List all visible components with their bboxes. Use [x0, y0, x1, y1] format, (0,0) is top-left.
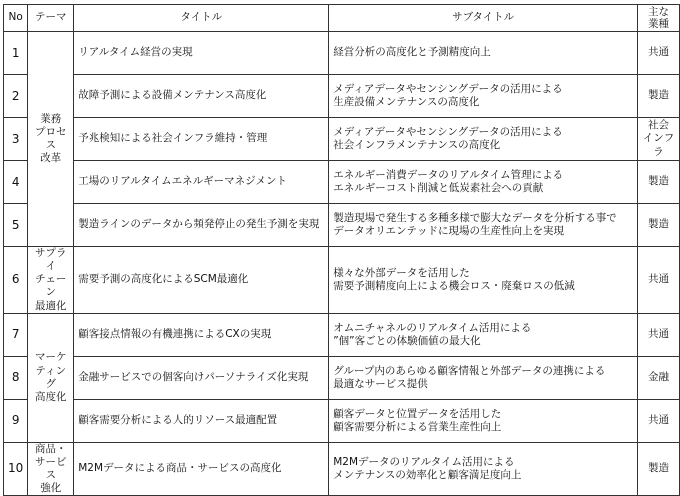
row-subtitle: エネルギー消費データのリアルタイム管理による エネルギーコスト削減と低炭素社会への貢献	[329, 161, 638, 204]
row-no: 7	[4, 313, 28, 356]
row-no: 4	[4, 161, 28, 204]
theme-cell: 業務 プロセス 改革	[28, 32, 74, 247]
row-no: 5	[4, 204, 28, 247]
header-subtitle: サブタイトル	[329, 5, 638, 32]
row-subtitle: メディアデータやセンシングデータの活用による 社会インフラメンテナンスの高度化	[329, 118, 638, 161]
row-industry: 製造	[638, 204, 680, 247]
table-row	[4, 118, 680, 161]
row-industry: 社会 インフラ	[638, 118, 680, 161]
row-subtitle: 様々な外部データを活用した 需要予測精度向上による機会ロス・廃棄ロスの低減	[329, 247, 638, 314]
row-industry: 共通	[638, 313, 680, 356]
row-industry: 共通	[638, 247, 680, 314]
row-title: 顧客接点情報の有機連携によるCXの実現	[74, 313, 329, 356]
row-industry: 共通	[638, 32, 680, 75]
row-subtitle: オムニチャネルのリアルタイム活用による ”個”客ごとの体験価値の最大化	[329, 313, 638, 356]
row-title: 顧客需要分析による人的リソース最適配置	[74, 399, 329, 442]
row-title: 需要予測の高度化によるSCM最適化	[74, 247, 329, 314]
header-theme: テーマ	[28, 5, 74, 32]
table-row	[4, 75, 680, 118]
row-no: 1	[4, 32, 28, 75]
theme-cell: サプライ チェーン 最適化	[28, 247, 74, 314]
row-no: 6	[4, 247, 28, 314]
row-title: リアルタイム経営の実現	[74, 32, 329, 75]
header-row	[4, 5, 680, 32]
row-industry: 製造	[638, 442, 680, 496]
table-row	[4, 313, 680, 356]
table-row	[4, 399, 680, 442]
row-no: 8	[4, 356, 28, 399]
row-title: 製造ラインのデータから頻発停止の発生予測を実現	[74, 204, 329, 247]
row-subtitle: M2Mデータのリアルタイム活用による メンテナンスの効率化と顧客満足度向上	[329, 442, 638, 496]
header-industry: 主な 業種	[638, 5, 680, 32]
table-row	[4, 204, 680, 247]
header-title: タイトル	[74, 5, 329, 32]
row-subtitle: グループ内のあらゆる顧客情報と外部データの連携による 最適なサービス提供	[329, 356, 638, 399]
row-title: 故障予測による設備メンテナンス高度化	[74, 75, 329, 118]
row-subtitle: 製造現場で発生する多種多様で膨大なデータを分析する事で データオリエンテッドに現場の生産性向上を実現	[329, 204, 638, 247]
use-case-table	[3, 4, 680, 496]
row-subtitle: 顧客データと位置データを活用した 顧客需要分析による営業生産性向上	[329, 399, 638, 442]
header-no: No	[4, 5, 28, 32]
theme-cell: マーケ ティング 高度化	[28, 313, 74, 442]
table-row	[4, 32, 680, 75]
row-industry: 製造	[638, 161, 680, 204]
row-industry: 製造	[638, 75, 680, 118]
table-row	[4, 161, 680, 204]
row-no: 2	[4, 75, 28, 118]
table-row	[4, 247, 680, 314]
row-no: 3	[4, 118, 28, 161]
row-industry: 共通	[638, 399, 680, 442]
row-title: M2Mデータによる商品・サービスの高度化	[74, 442, 329, 496]
theme-cell: 商品・ サービス 強化	[28, 442, 74, 496]
row-industry: 金融	[638, 356, 680, 399]
row-title: 金融サービスでの個客向けパーソナライズ化実現	[74, 356, 329, 399]
row-subtitle: メディアデータやセンシングデータの活用による 生産設備メンテナンスの高度化	[329, 75, 638, 118]
table-row	[4, 356, 680, 399]
table-row	[4, 442, 680, 496]
row-title: 工場のリアルタイムエネルギーマネジメント	[74, 161, 329, 204]
row-no: 10	[4, 442, 28, 496]
row-title: 予兆検知による社会インフラ維持・管理	[74, 118, 329, 161]
row-subtitle: 経営分析の高度化と予測精度向上	[329, 32, 638, 75]
row-no: 9	[4, 399, 28, 442]
